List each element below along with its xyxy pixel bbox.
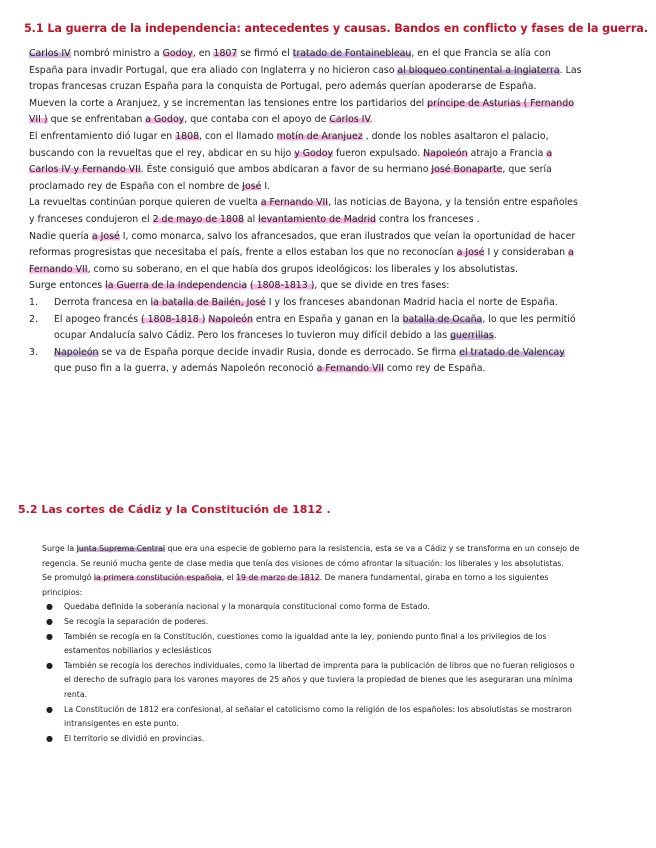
text: Mueven la corte a Aranjuez, y se incrementan las tensiones entre los partidarios del	[29, 97, 428, 109]
text: , el	[221, 573, 237, 583]
principles-list	[42, 600, 582, 746]
list-item	[42, 630, 582, 659]
highlight: 19 de marzo de 1812	[236, 573, 320, 583]
text: como rey de España.	[383, 363, 486, 375]
text: La Constitución de 1812 era confesional, al señalar el catolicismo como la religión de los españoles: los absolutistas se mostraron intransigentes en este punto.	[64, 704, 572, 729]
text: Nadie quería	[29, 230, 92, 242]
text: El enfrentamiento dió lugar en	[29, 130, 176, 142]
highlight: el tratado de Valencay	[459, 346, 565, 358]
text: , que se divide en tres fases:	[314, 280, 450, 292]
text: I y consideraban	[484, 247, 568, 259]
list-item	[42, 600, 582, 615]
highlight: y Godoy	[294, 147, 334, 159]
highlight: al bloqueo continental a Inglaterra	[397, 64, 560, 76]
list-item	[29, 345, 584, 378]
text: , en el que Francia se alía con España para invadir Portugal, que era aliado con Inglaterra y no hicieron caso	[29, 48, 551, 76]
text: , como su soberano, en el que había dos grupos ideológicos: los liberales y los absolutistas.	[87, 263, 519, 275]
bullet-icon: ●	[46, 733, 53, 743]
highlight: levantamiento de Madrid	[258, 213, 376, 225]
highlight: 1807	[213, 48, 238, 59]
paragraph	[29, 129, 584, 195]
text: que era una especie de gobierno para la resistencia, esta se va a Cádiz y se transforma en un consejo de regencia. Se reunió mucha gente de clase media que tenía dos visiones de cómo afrontar la situación: los liberales y los absolutistas.	[42, 544, 580, 568]
text: .	[369, 114, 373, 126]
paragraph	[42, 542, 582, 571]
text: fueron expulsado.	[333, 147, 424, 159]
list-number: 1.	[29, 296, 38, 308]
bullet-icon: ●	[46, 704, 53, 714]
highlight: Carlos IV	[329, 114, 370, 126]
highlight: Carlos IV	[29, 48, 71, 59]
highlight: a José	[91, 230, 120, 242]
text: , donde los nobles asaltaron el palacio, buscando con la revueltas que el rey, abdicar en su hijo	[29, 130, 549, 159]
text: También se recogía en la Constitución, cuestiones como la igualdad ante la ley, poniendo punto final a los privilegios de los estamentos nobiliarios y eclesiásticos	[64, 631, 547, 656]
text: I.	[261, 180, 271, 192]
bullet-icon: ●	[46, 616, 53, 626]
text: contra los franceses .	[376, 213, 480, 225]
highlight: la Guerra de la Independencia	[105, 280, 247, 292]
text: . De manera fundamental, giraba en torno a los siguientes principios:	[42, 573, 549, 597]
paragraph	[29, 195, 584, 228]
section-1-title: 5.1 La guerra de la independencia: antecedentes y causas. Bandos en conflicto y fases de la guerra.	[24, 22, 648, 35]
highlight: Napoleón	[423, 147, 468, 159]
text: La revueltas continúan porque quieren de vuelta	[29, 197, 261, 209]
text: se va de España porque decide invadir Rusia, donde es derrocado. Se firma	[98, 346, 460, 358]
highlight: Junta Suprema Central	[76, 544, 166, 553]
highlight: Napoleón	[208, 313, 253, 325]
text: que se enfrentaban	[47, 114, 146, 126]
highlight: príncipe de Asturias ( Fernando VII )	[29, 97, 574, 126]
list-item	[42, 732, 582, 747]
text: Se promulgó	[42, 573, 94, 583]
text: Derrota francesa en	[54, 296, 151, 308]
text: Surge entonces	[29, 280, 106, 292]
text: atrajo a Francia	[467, 147, 547, 159]
text: I, como monarca, salvo los afrancesados, que eran ilustrados que veían la oportunidad de hacer reformas progresistas que necesitaba el país, frente a ellos estaban los que no reconocían	[29, 230, 576, 259]
highlight: la batalla de Bailén, José	[150, 296, 266, 308]
text: que puso fin a la guerra, y además Napoleón reconoció	[54, 363, 317, 375]
paragraph	[29, 278, 584, 295]
text: , con el llamado	[199, 130, 277, 142]
bullet-icon: ●	[46, 660, 53, 670]
text: I y los franceses abandonan Madrid hacia el norte de España.	[265, 296, 558, 308]
text: Se recogía la separación de poderes.	[64, 616, 209, 626]
list-number: 3.	[29, 346, 38, 358]
highlight: José	[242, 180, 262, 192]
text: El territorio se dividió en provincias.	[64, 733, 205, 743]
highlight: Godoy	[162, 48, 193, 59]
bullet-icon: ●	[46, 631, 53, 641]
text: Quedaba definida la soberanía nacional y la monarquía constitucional como forma de Estado.	[64, 602, 430, 612]
text: . Éste consiguió que ambos abdicaran a favor de su hermano	[140, 164, 432, 176]
text: , que sería proclamado rey de España con el nombre de	[29, 164, 552, 192]
highlight: guerrillas	[450, 330, 494, 342]
paragraph	[29, 46, 584, 96]
highlight: 2 de mayo de 1808	[152, 213, 244, 225]
highlight: motín de Aranjuez	[276, 130, 363, 142]
text: .	[493, 330, 497, 342]
text: se firmó el	[237, 48, 293, 59]
highlight: a José	[456, 247, 485, 259]
highlight: a Fernando VII	[29, 247, 574, 275]
text: entra en España y ganan en la	[252, 313, 403, 325]
highlight: José Bonaparte	[431, 164, 503, 176]
highlight: ( 1808-1813 )	[249, 280, 315, 292]
text: , lo que les permitió ocupar Andalucía salvo Cádiz. Pero los franceses lo tuvieron muy difícil debido a las	[54, 313, 576, 342]
highlight: 1808	[175, 130, 200, 142]
section-1-body	[29, 46, 584, 378]
text: . Las tropas francesas cruzan España para la conquista de Portugal, pero además querían apoderarse de España.	[29, 64, 582, 93]
list-item	[42, 659, 582, 703]
text: También se recogía los derechos individuales, como la libertad de imprenta para la publicación de libros que no fueran religiosos o el derecho de sufragio para los varones mayores de 25 años y que tuviera la propiedad de bienes que les aseguraran una mínima renta.	[64, 660, 575, 699]
highlight: a Carlos IV y Fernando VII	[29, 147, 553, 176]
text: Surge la	[42, 544, 77, 553]
text: , las noticias de Bayona, y la tensión entre españoles y franceses condujeron el	[29, 197, 578, 225]
paragraph	[29, 229, 584, 279]
highlight: batalla de Ocaña	[402, 313, 483, 325]
paragraph	[29, 96, 584, 129]
list-item	[42, 703, 582, 732]
section-2-title: 5.2 Las cortes de Cádiz y la Constitución de 1812 .	[18, 503, 331, 516]
highlight: Napoleón	[54, 346, 99, 358]
phases-list	[29, 295, 584, 378]
text: nombró ministro a	[70, 48, 163, 59]
highlight: a Fernando VII	[260, 197, 329, 209]
highlight: a Fernando VII	[316, 363, 384, 375]
highlight: tratado de Fontainebleau	[292, 48, 412, 59]
highlight: la primera constitución española	[93, 573, 222, 583]
text: El apogeo francés	[54, 313, 142, 325]
text: , que contaba con el apoyo de	[184, 114, 330, 126]
section-2-body	[42, 542, 582, 746]
list-item	[42, 615, 582, 630]
text: , en	[192, 48, 214, 59]
highlight: a Godoy	[145, 114, 185, 126]
list-number: 2.	[29, 313, 38, 325]
bullet-icon: ●	[46, 602, 53, 612]
list-item	[29, 295, 584, 312]
paragraph	[42, 571, 582, 600]
highlight: ( 1808-1818 )	[141, 313, 206, 325]
text: al	[243, 213, 259, 225]
list-item	[29, 312, 584, 345]
